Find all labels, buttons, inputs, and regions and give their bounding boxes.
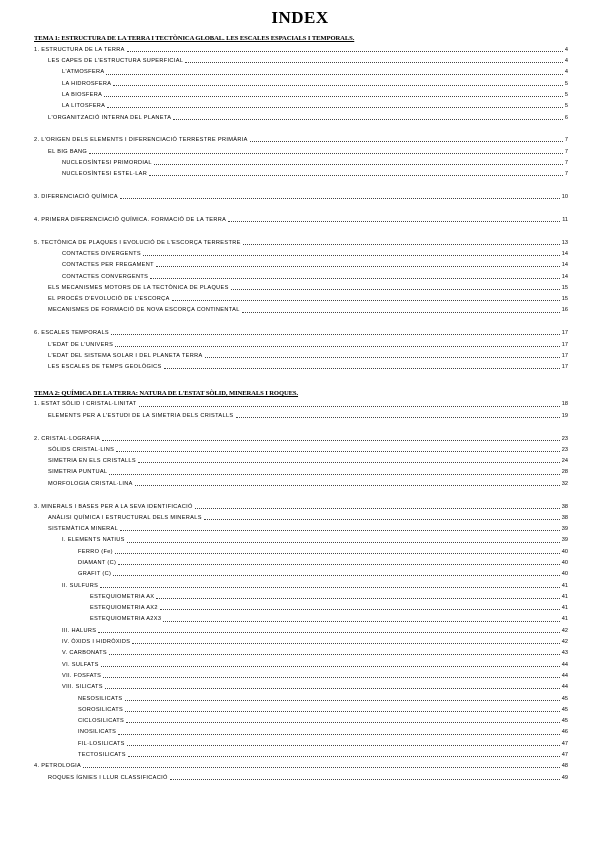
toc-entry-title: LA BIOSFERA: [62, 91, 103, 98]
dot-leader: [105, 688, 560, 689]
toc-entry[interactable]: [34, 634, 568, 645]
toc-entry-page: 17: [561, 330, 568, 337]
toc-entry[interactable]: [34, 612, 568, 623]
dot-leader: [228, 221, 560, 222]
dot-leader: [163, 621, 559, 622]
dot-leader: [89, 153, 563, 154]
dot-leader: [185, 62, 563, 63]
dot-leader: [242, 312, 560, 313]
dot-leader: [127, 542, 560, 543]
dot-leader: [127, 51, 563, 52]
toc-entry[interactable]: [34, 702, 568, 713]
toc-entry[interactable]: [34, 280, 568, 291]
toc-entry[interactable]: [34, 736, 568, 747]
toc-entry-page: 6: [564, 114, 568, 121]
toc-entry[interactable]: [34, 442, 568, 453]
dot-leader: [236, 417, 560, 418]
toc-entry[interactable]: [34, 691, 568, 702]
toc-entry-title: 3. MINERALS I BASES PER A LA SEVA IDENTIFICACIÓ: [34, 503, 193, 510]
dot-leader: [106, 74, 562, 75]
toc-entry-page: 15: [561, 296, 568, 303]
toc-entry-page: 39: [561, 526, 568, 533]
toc-entry-title: L'ORGANITZACIÓ INTERNA DEL PLANETA: [48, 114, 172, 121]
dot-leader: [118, 734, 560, 735]
toc-entry-title: SIMETRIA EN ELS CRISTALLS: [48, 458, 136, 465]
toc-entry[interactable]: [34, 623, 568, 634]
dot-leader: [109, 474, 559, 475]
toc-entry[interactable]: [34, 42, 568, 53]
toc-entry-title: EL BIG BANG: [48, 148, 88, 155]
toc-entry-title: 4. PRIMERA DIFERENCIACIÓ QUÍMICA. FORMACIÓ DE LA TERRA: [34, 216, 227, 223]
dot-leader: [143, 255, 560, 256]
toc-entry-title: ROQUES ÍGNIES I LLUR CLASSIFICACIÓ: [48, 774, 168, 781]
toc-entry[interactable]: [34, 337, 568, 348]
toc-entry[interactable]: [34, 725, 568, 736]
toc-entry-title: SIMETRIA PUNTUAL: [48, 469, 108, 476]
dot-leader: [164, 368, 560, 369]
dot-leader: [125, 700, 560, 701]
toc-entry[interactable]: [34, 759, 568, 770]
toc-entry[interactable]: [34, 189, 568, 200]
dot-leader: [100, 587, 560, 588]
dot-leader: [98, 632, 559, 633]
toc-entry-page: 45: [561, 695, 568, 702]
toc-entry[interactable]: [34, 76, 568, 87]
toc-entry-title: 2. L'ORIGEN DELS ELEMENTS I DIFERENCIACIÓ TERRESTRE PRIMÀRIA: [34, 137, 248, 144]
toc-entry-title: 1. ESTRUCTURA DE LA TERRA: [34, 46, 125, 53]
toc-entry[interactable]: [34, 589, 568, 600]
toc-entry-title: ANÀLISI QUÍMICA I ESTRUCTURAL DELS MINERALS: [48, 514, 202, 521]
toc-entry[interactable]: [34, 133, 568, 144]
toc-entry-page: 47: [561, 752, 568, 759]
toc-entry-page: 42: [561, 627, 568, 634]
toc-entry-page: 44: [561, 672, 568, 679]
toc-entry-title: L'EDAT DE L'UNIVERS: [48, 341, 114, 348]
section-heading: TEMA 1: ESTRUCTURA DE LA TERRA I TECTÒNICA GLOBAL. LES ESCALES ESPACIALS I TEMPORALS.: [34, 35, 355, 42]
toc-entry-title: 2. CRISTAL·LOGRAFIA: [34, 435, 101, 442]
toc-entry-title: LES ESCALES DE TEMPS GEOLÒGICS: [48, 364, 162, 371]
toc-entry[interactable]: [34, 246, 568, 257]
dot-leader: [170, 779, 560, 780]
toc-entry-page: 7: [564, 171, 568, 178]
page-title: INDEX: [271, 8, 329, 27]
toc-entry-page: 32: [561, 480, 568, 487]
toc-entry[interactable]: [34, 257, 568, 268]
dot-leader: [118, 564, 560, 565]
toc-entry[interactable]: [34, 499, 568, 510]
toc-entry-page: 23: [561, 435, 568, 442]
toc-entry-title: ESTEQUIOMETRIA AX2: [90, 605, 158, 612]
toc-entry[interactable]: [34, 348, 568, 359]
toc-entry[interactable]: [34, 510, 568, 521]
toc-entry-title: IV. ÒXIDS I HIDRÒXIDS: [62, 639, 131, 646]
toc-entry[interactable]: [34, 303, 568, 314]
toc-entry[interactable]: [34, 98, 568, 109]
toc-entry[interactable]: [34, 679, 568, 690]
toc-entry-page: 4: [564, 69, 568, 76]
toc-entry-page: 41: [561, 593, 568, 600]
toc-entry[interactable]: [34, 291, 568, 302]
dot-leader: [107, 107, 563, 108]
dot-leader: [102, 440, 560, 441]
toc-entry[interactable]: [34, 431, 568, 442]
toc-entry-page: 16: [561, 307, 568, 314]
toc-entry-title: I. ELEMENTS NATIUS: [62, 537, 125, 544]
toc-entry-page: 17: [561, 364, 568, 371]
toc-entry-title: VIII. SILICATS: [62, 684, 103, 691]
toc-entry[interactable]: [34, 646, 568, 657]
dot-leader: [83, 767, 560, 768]
toc-entry-page: 41: [561, 582, 568, 589]
toc-entry-page: 41: [561, 616, 568, 623]
dot-leader: [195, 508, 560, 509]
toc-entry-title: ELEMENTS PER A L'ESTUDI DE LA SIMETRIA DELS CRISTALLS: [48, 412, 234, 419]
dot-leader: [154, 164, 563, 165]
dot-leader: [173, 119, 563, 120]
dot-leader: [138, 462, 560, 463]
dot-leader: [115, 346, 560, 347]
toc-entry-page: 44: [561, 661, 568, 668]
dot-leader: [101, 666, 560, 667]
dot-leader: [204, 519, 560, 520]
dot-leader: [115, 553, 560, 554]
toc-entry-title: NUCLEOSÍNTESI PRIMORDIAL: [62, 159, 152, 166]
toc-entry-page: 44: [561, 684, 568, 691]
toc-entry[interactable]: [34, 235, 568, 246]
toc-entry-title: LA HIDROSFERA: [62, 80, 112, 87]
dot-leader: [160, 609, 560, 610]
toc-entry-page: 19: [561, 412, 568, 419]
dot-leader: [109, 654, 560, 655]
toc-entry-page: 7: [564, 148, 568, 155]
toc-entry-title: SOROSILICATS: [78, 706, 124, 713]
toc-entry-title: 5. TECTÒNICA DE PLAQUES I EVOLUCIÓ DE L'ESCORÇA TERRESTRE: [34, 239, 241, 246]
toc-entry-page: 4: [564, 46, 568, 53]
toc-entry-page: 5: [564, 80, 568, 87]
toc-entry-page: 4: [564, 58, 568, 65]
dot-leader: [156, 598, 559, 599]
toc-entry-page: 48: [561, 763, 568, 770]
toc-entry-page: 46: [561, 729, 568, 736]
dot-leader: [135, 485, 560, 486]
section-heading: TEMA 2: QUÍMICA DE LA TERRA: NATURA DE L'ESTAT SÒLID, MINERALS I ROQUES.: [34, 389, 299, 397]
toc-entry[interactable]: [34, 521, 568, 532]
toc-entry-title: NUCLEOSÍNTESI ESTEL·LAR: [62, 171, 148, 178]
toc-entry-title: TECTOSILICATS: [78, 752, 126, 759]
toc-entry[interactable]: [34, 476, 568, 487]
dot-leader: [103, 677, 560, 678]
toc-entry-page: 45: [561, 718, 568, 725]
dot-leader: [172, 300, 560, 301]
dot-leader: [113, 85, 563, 86]
toc-entry-page: 17: [561, 352, 568, 359]
toc-entry[interactable]: [34, 555, 568, 566]
toc-entry-title: CICLOSILICATS: [78, 718, 125, 725]
toc-entry[interactable]: [34, 166, 568, 177]
toc-entry-page: 15: [561, 284, 568, 291]
toc-entry[interactable]: [34, 65, 568, 76]
toc-entry[interactable]: [34, 465, 568, 476]
toc-entry[interactable]: [34, 110, 568, 121]
toc-entry[interactable]: [34, 408, 568, 419]
toc-entry-title: EL PROCÉS D'EVOLUCIÓ DE L'ESCORÇA: [48, 296, 170, 303]
toc-entry[interactable]: [34, 453, 568, 464]
toc-entry-title: SÒLIDS CRISTAL·LINS: [48, 446, 115, 453]
dot-leader: [116, 451, 560, 452]
toc-entry[interactable]: [34, 770, 568, 781]
toc-entry[interactable]: [34, 53, 568, 64]
toc-entry-title: LA LITOSFERA: [62, 103, 106, 110]
toc-entry[interactable]: [34, 144, 568, 155]
toc-entry-title: CONTACTES PER FREGAMENT: [62, 262, 154, 269]
toc-entry-title: FERRO (Fe): [78, 548, 113, 555]
dot-leader: [128, 756, 560, 757]
toc-entry-page: 41: [561, 605, 568, 612]
toc-entry-page: 5: [564, 91, 568, 98]
toc-entry-title: NESOSILICATS: [78, 695, 123, 702]
toc-entry-page: 18: [561, 401, 568, 408]
toc-entry-page: 14: [561, 250, 568, 257]
toc-entry-title: CONTACTES CONVERGENTS: [62, 273, 149, 280]
toc-entry[interactable]: [34, 713, 568, 724]
toc-entry[interactable]: [34, 397, 568, 408]
toc-entry-page: 49: [561, 774, 568, 781]
toc-entry-title: SISTEMÀTICA MINERAL: [48, 526, 119, 533]
dot-leader: [127, 745, 560, 746]
toc-entry[interactable]: [34, 747, 568, 758]
toc-entry-page: 11: [562, 216, 568, 223]
toc-entry-title: L'EDAT DEL SISTEMA SOLAR I DEL PLANETA TERRA: [48, 352, 203, 359]
toc-entry[interactable]: [34, 657, 568, 668]
toc-entry-title: II. SULFURS: [62, 582, 99, 589]
dot-leader: [205, 357, 560, 358]
dot-leader: [113, 575, 560, 576]
toc-entry-page: 17: [561, 341, 568, 348]
toc-entry-page: 24: [561, 458, 568, 465]
toc-entry-title: ESTEQUIOMETRIA A2X3: [90, 616, 162, 623]
toc-entry-title: III. HALURS: [62, 627, 97, 634]
toc-entry-title: GRAFIT (C): [78, 571, 112, 578]
toc-entry-title: 1. ESTAT SÒLID I CRISTAL·LINITAT: [34, 401, 137, 408]
toc-entry[interactable]: [34, 566, 568, 577]
dot-leader: [149, 175, 563, 176]
dot-leader: [132, 643, 559, 644]
toc-entry-page: 38: [561, 503, 568, 510]
toc-entry-page: 39: [561, 537, 568, 544]
toc-entry-page: 13: [561, 239, 568, 246]
toc-entry-title: CONTACTES DIVERGENTS: [62, 250, 141, 257]
toc-entry-page: 28: [561, 469, 568, 476]
dot-leader: [126, 722, 560, 723]
toc-entry[interactable]: [34, 87, 568, 98]
toc-entry[interactable]: [34, 578, 568, 589]
toc-entry-page: 7: [564, 159, 568, 166]
toc-entry[interactable]: [34, 155, 568, 166]
dot-leader: [250, 141, 563, 142]
toc-entry-title: L'ATMOSFERA: [62, 69, 105, 76]
toc-entry-page: 42: [561, 639, 568, 646]
toc-entry-page: 10: [561, 194, 568, 201]
toc-entry-title: ESTEQUIOMETRIA AX: [90, 593, 155, 600]
toc-entry-page: 45: [561, 706, 568, 713]
toc-entry-page: 40: [561, 571, 568, 578]
toc-entry-page: 43: [561, 650, 568, 657]
toc-entry-title: V. CARBONATS: [62, 650, 107, 657]
toc-entry-title: VI. SULFATS: [62, 661, 99, 668]
toc-entry-page: 47: [561, 740, 568, 747]
toc-entry-page: 40: [561, 559, 568, 566]
toc-entry-title: FIL·LOSILICATS: [78, 740, 125, 747]
toc-entry-page: 40: [561, 548, 568, 555]
toc-entry-title: MECANISMES DE FORMACIÓ DE NOVA ESCORÇA CONTINENTAL: [48, 307, 240, 314]
toc-entry[interactable]: [34, 533, 568, 544]
toc-entry-page: 14: [561, 273, 568, 280]
toc-entry-title: VII. FOSFATS: [62, 672, 102, 679]
toc-entry[interactable]: [34, 269, 568, 280]
toc-entry-page: 7: [564, 137, 568, 144]
toc-entry-title: 4. PETROLOGIA: [34, 763, 82, 770]
toc-entry-title: LES CAPES DE L'ESTRUCTURA SUPERFICIAL: [48, 58, 184, 65]
dot-leader: [104, 96, 563, 97]
dot-leader: [125, 711, 560, 712]
toc-entry[interactable]: [34, 600, 568, 611]
toc-entry[interactable]: [34, 325, 568, 336]
toc-entry-page: 38: [561, 514, 568, 521]
dot-leader: [111, 334, 560, 335]
toc-entry[interactable]: [34, 212, 568, 223]
dot-leader: [243, 244, 560, 245]
toc-entry-title: MORFOLOGIA CRISTAL·LINA: [48, 480, 133, 487]
dot-leader: [150, 278, 560, 279]
toc-entry-page: 23: [561, 446, 568, 453]
dot-leader: [120, 198, 560, 199]
toc-entry[interactable]: [34, 544, 568, 555]
dot-leader: [231, 289, 560, 290]
toc-entry-title: 3. DIFERENCIACIÓ QUÍMICA: [34, 194, 118, 201]
dot-leader: [156, 266, 560, 267]
toc-entry-title: INOSILICATS: [78, 729, 117, 736]
table-of-contents: [34, 30, 568, 781]
toc-entry-page: 5: [564, 103, 568, 110]
toc-entry-title: DIAMANT (C): [78, 559, 117, 566]
toc-entry-page: 14: [561, 262, 568, 269]
toc-entry[interactable]: [34, 359, 568, 370]
dot-leader: [120, 530, 560, 531]
toc-entry-title: ELS MECANISMES MOTORS DE LA TECTÒNICA DE PLAQUES: [48, 284, 229, 291]
toc-entry-title: 6. ESCALES TEMPORALS: [34, 330, 109, 337]
toc-entry[interactable]: [34, 668, 568, 679]
dot-leader: [139, 406, 560, 407]
